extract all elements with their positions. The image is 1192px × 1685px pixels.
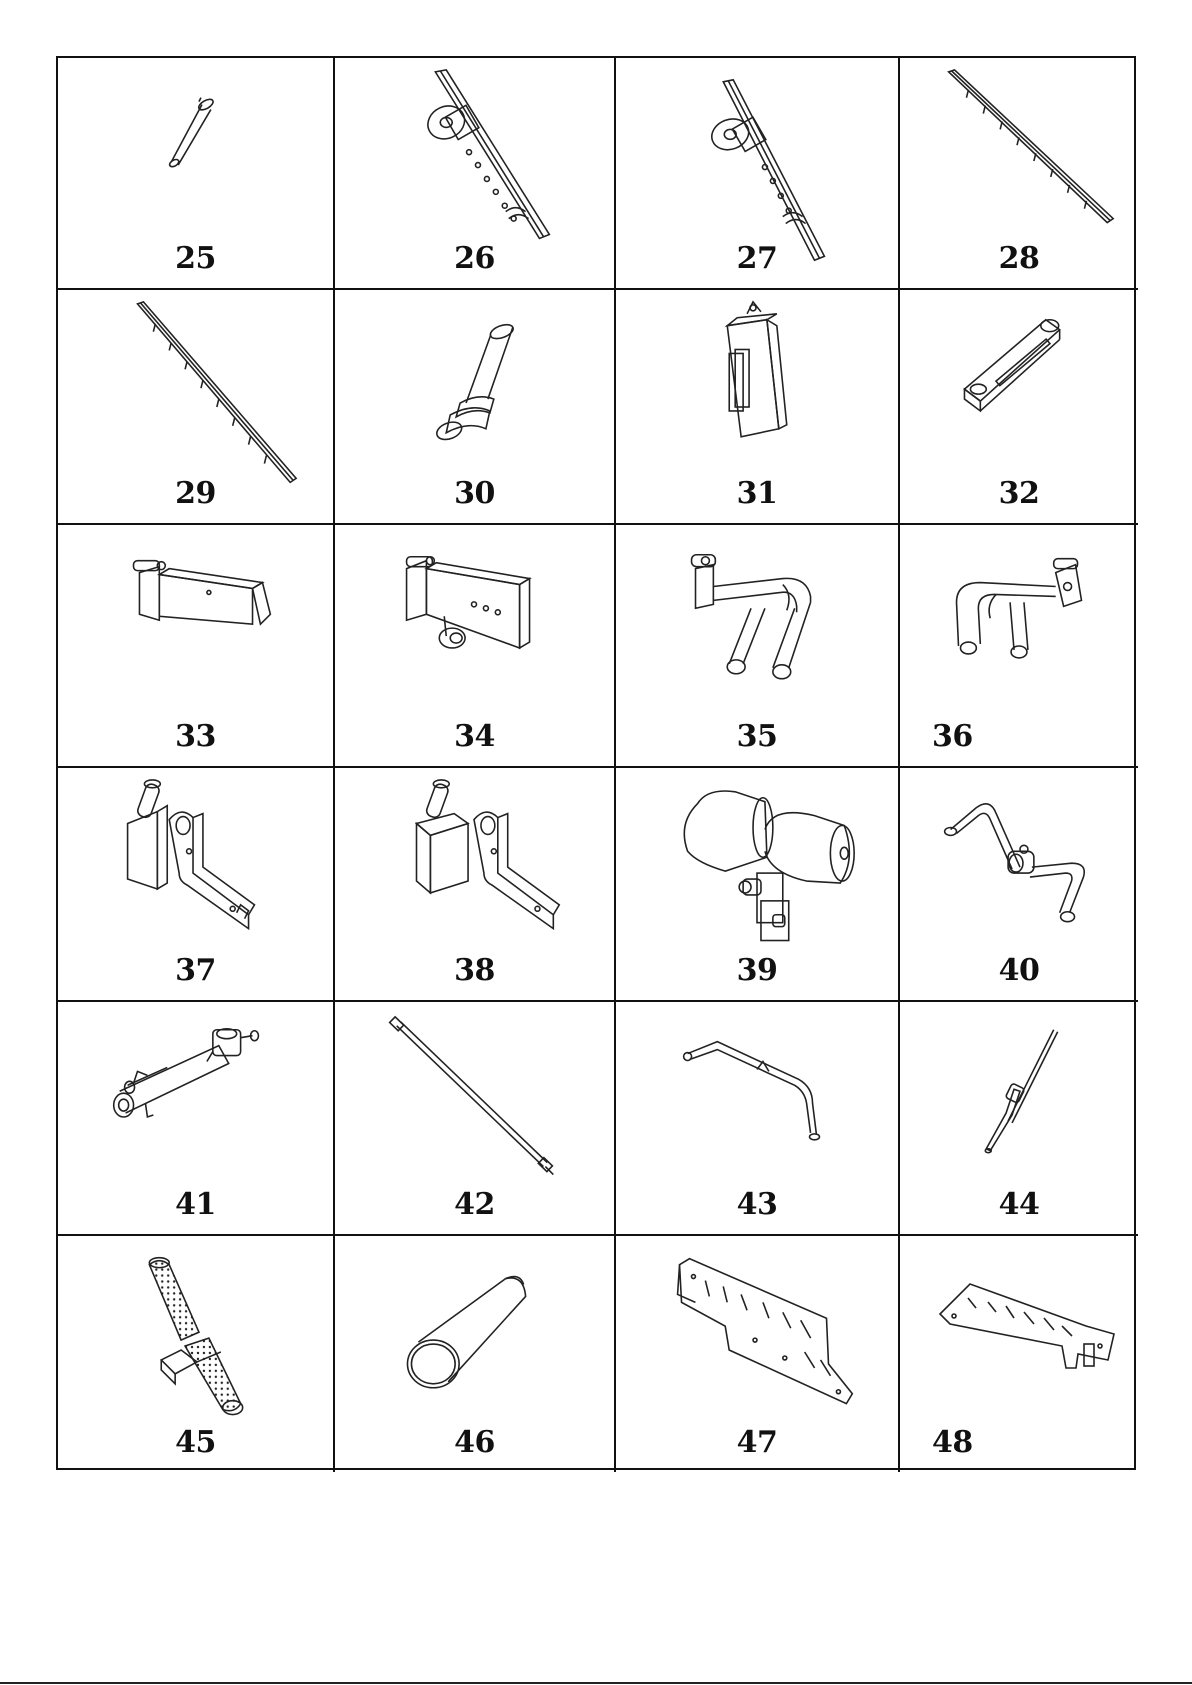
part-number: 46 <box>454 1425 495 1460</box>
part-number: 34 <box>454 719 495 754</box>
part-cell-37 <box>58 768 335 1002</box>
part-number: 33 <box>175 719 216 754</box>
part-cell-31 <box>616 290 900 525</box>
part-number: 43 <box>736 1187 778 1222</box>
part-number: 48 <box>932 1425 973 1460</box>
part-number: 30 <box>454 476 495 511</box>
part-cell-36 <box>900 525 1138 768</box>
part-number: 45 <box>175 1425 216 1460</box>
part-cell-47 <box>616 1236 900 1472</box>
part-cell-27 <box>616 58 900 290</box>
part-number: 29 <box>175 476 216 511</box>
part-cell-29 <box>58 290 335 525</box>
part-cell-25 <box>58 58 335 290</box>
part-cell-32 <box>900 290 1138 525</box>
page-bottom-rule <box>0 1682 1192 1684</box>
part-cell-42 <box>335 1002 616 1236</box>
part-number: 38 <box>454 953 495 988</box>
part-cell-33 <box>58 525 335 768</box>
part-number: 28 <box>998 241 1040 276</box>
part-cell-26 <box>335 58 616 290</box>
part-number: 39 <box>736 953 778 988</box>
part-number: 27 <box>736 241 778 276</box>
part-cell-30 <box>335 290 616 525</box>
part-cell-48 <box>900 1236 1138 1472</box>
part-number: 41 <box>175 1187 216 1222</box>
parts-table <box>56 56 1136 1470</box>
part-cell-44 <box>900 1002 1138 1236</box>
part-number: 32 <box>998 476 1040 511</box>
part-number: 42 <box>454 1187 495 1222</box>
part-cell-45 <box>58 1236 335 1472</box>
part-number: 36 <box>932 719 973 754</box>
part-number: 37 <box>175 953 216 988</box>
part-number: 40 <box>998 953 1040 988</box>
part-cell-39 <box>616 768 900 1002</box>
part-number: 31 <box>736 476 778 511</box>
part-cell-35 <box>616 525 900 768</box>
part-number: 47 <box>736 1425 778 1460</box>
part-cell-41 <box>58 1002 335 1236</box>
part-cell-28 <box>900 58 1138 290</box>
part-number: 35 <box>736 719 778 754</box>
part-number: 25 <box>175 241 216 276</box>
part-number: 44 <box>998 1187 1040 1222</box>
part-cell-46 <box>335 1236 616 1472</box>
part-number: 26 <box>454 241 495 276</box>
part-cell-40 <box>900 768 1138 1002</box>
part-cell-43 <box>616 1002 900 1236</box>
part-cell-34 <box>335 525 616 768</box>
part-cell-38 <box>335 768 616 1002</box>
